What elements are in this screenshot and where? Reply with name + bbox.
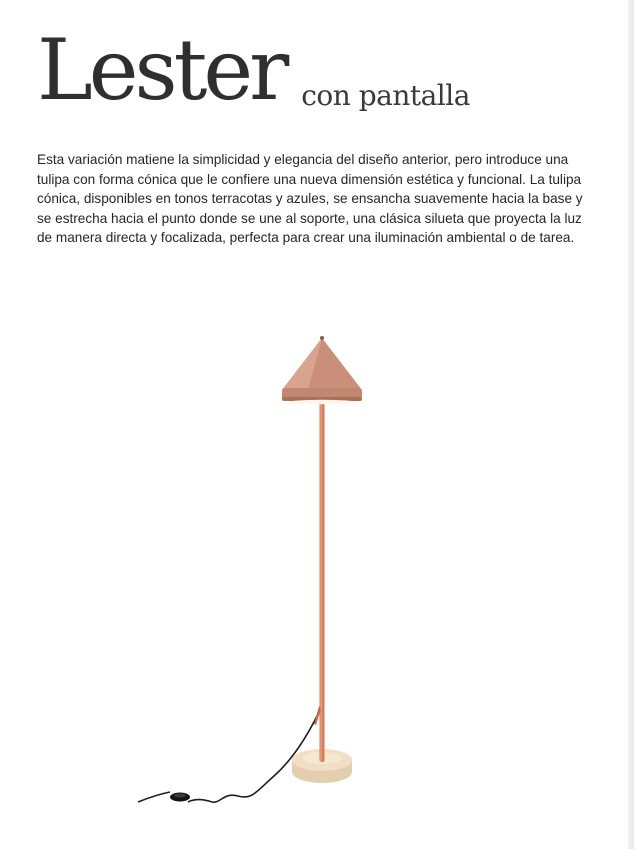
foot-switch-icon — [170, 793, 190, 802]
lamp-pole — [314, 392, 325, 762]
lamp-illustration — [120, 330, 400, 820]
lamp-shade — [282, 336, 362, 404]
lamp-cable — [138, 710, 320, 802]
page-edge — [628, 0, 634, 849]
title-main: Lester — [37, 21, 286, 119]
page-title — [37, 21, 470, 119]
title-subtitle: con pantalla — [301, 79, 470, 112]
product-description: Esta variación matiene la simplicidad y elegancia del diseño anterior, pero introduce una tulipa con forma cónica que le confiere una nueva dimensión estética y funcional. La tulipa cónica, disponibles en tonos terracotas y azules, se ensancha suavemente hacia la base y se estrecha hacia el punto donde se une al soporte, una clásica silueta que proyecta la luz de manera directa y focalizada, perfecta para crear una iluminación ambiental o de tarea. — [37, 152, 583, 246]
